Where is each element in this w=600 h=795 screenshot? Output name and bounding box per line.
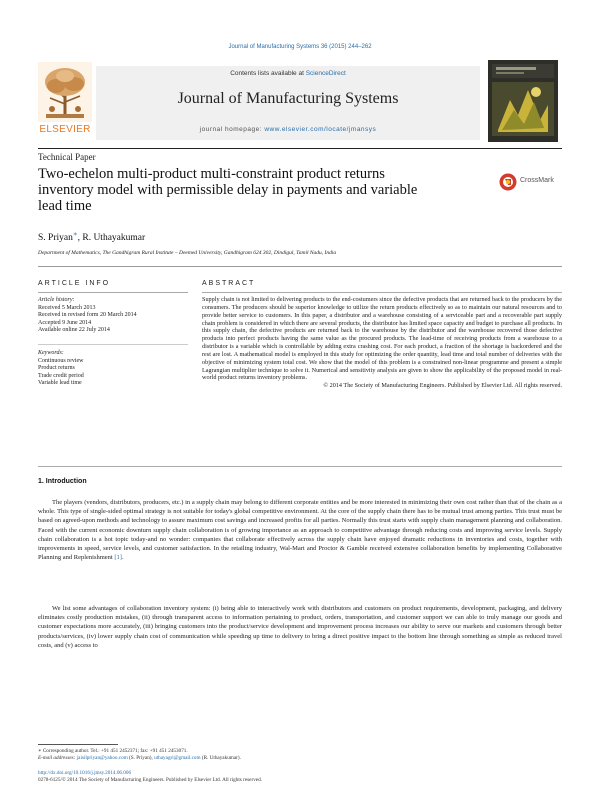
section-divider <box>38 466 562 467</box>
author-name: S. Priyan <box>38 233 73 244</box>
history-label: Article history: <box>38 297 75 303</box>
email-link[interactable]: jaisilpriyan@yahoo.com <box>76 755 128 761</box>
history-item: Received 5 March 2013 <box>38 304 96 311</box>
article-info-heading: ARTICLE INFO <box>38 280 111 287</box>
email-footnote <box>38 755 562 762</box>
contents-prefix: Contents lists available at <box>230 70 306 77</box>
keywords-rule <box>38 344 188 345</box>
article-history <box>38 297 188 335</box>
keyword-item: Continuous review <box>38 357 84 364</box>
keyword-item: Variable lead time <box>38 380 82 387</box>
keyword-item: Product returns <box>38 365 75 372</box>
crossmark-badge[interactable] <box>499 172 561 192</box>
intro-paragraph <box>38 498 562 562</box>
abstract-copyright: © 2014 The Society of Manufacturing Engineers. Published by Elsevier Ltd. All rights reserved. <box>323 382 562 390</box>
article-info-rule <box>38 292 188 293</box>
corresponding-author-mark[interactable]: ∗ <box>72 230 78 238</box>
crossmark-label: CrossMark <box>520 177 554 184</box>
homepage-url-link[interactable]: www.elsevier.com/locate/jmansys <box>264 126 377 133</box>
author-list <box>38 230 145 243</box>
homepage-prefix: journal homepage: <box>199 126 265 133</box>
section-divider <box>38 266 562 267</box>
history-item: Received in revised form 20 March 2014 <box>38 312 137 319</box>
journal-citation-link[interactable]: Journal of Manufacturing Systems 36 (2015) 244–262 <box>228 44 372 50</box>
intro-paragraph: We list some advantages of collaboration inventory system: (i) being able to interactively work with distributors and customers on product requirements, development, packaging, and delivery eliminates costly production mistakes, (ii) through transparent access to information pertaining to product, orders, transportation, and customer support we can able to truly manage our goods and customer expectations more accurately, (iii) bringing customers into the product/service development and improvement process increases our ability to serve our markets and customers through better products/services, (iv) lower supply chain cost of communication while speeding up time to delivery to bring a direct positive impact to the bottom line through something as simple as reduced travel costs, and (v) access to <box>38 605 562 649</box>
abstract-text: Supply chain is not limited to delivering products to the end-costumers since the defective products that are returned back to the producers by the consumers. The producers should be superior knowledge to utilize the return products effectively so as to maintain our natural resources and to provide better service to customers. In this paper, a distributor and a warehouse consisting of a serviceable part and a recoverable part supply chain problem is considered in which there are several products, the distributor has limited space capacity and budget to purchase all products. In this supply chain, the defective products are returned back to the warehouse by the distributor and the warehouse recovered those defective products into perfect products having the same value as the procured products. The lead-time of receiving products from a warehouse to a distributor is a variable which is controllable by adding extra crashing cost. For each product, a fraction of the shortage is backordered and the rest are lost. A mathematical model is employed in this study for optimizing the order quantity, lead time and total number of deliveries with the objective of minimizing system total cost. We show that the model of this problem is a constrained non-linear programme and present a simple Lagrangian multiplier technique to solve it. Numerical and sensitivity analysis are given to show the applicability of the proposed model in real-world product returns inventory problems. <box>202 296 562 382</box>
keywords-label: Keywords: <box>38 350 64 356</box>
paragraph-end: . <box>121 554 124 562</box>
email-owner: (S. Priyan), <box>127 755 155 761</box>
journal-homepage-line <box>96 126 480 133</box>
keyword-item: Trade credit period <box>38 372 84 379</box>
paper-title: Two-echelon multi-product multi-constraint product returns inventory model with permissible delay in payments and variable lead time <box>38 166 418 214</box>
doi-link[interactable]: http://dx.doi.org/10.1016/j.jmsy.2014.06.006 <box>38 770 132 776</box>
introduction-heading: 1. Introduction <box>38 478 87 485</box>
abstract-body <box>202 296 562 390</box>
corresponding-author-footnote: ∗ Corresponding author. Tel.: +91 451 2452371; fax: +91 451 2453071. <box>38 748 188 754</box>
email-owner: (R. Uthayakumar). <box>200 755 241 761</box>
history-item: Available online 22 July 2014 <box>38 327 110 334</box>
citation-link[interactable]: [1] <box>114 554 122 562</box>
abstract-rule <box>202 292 562 293</box>
history-item: Accepted 9 June 2014 <box>38 319 92 326</box>
journal-cover-image <box>488 60 558 142</box>
issn-copyright: 0278-6125/© 2014 The Society of Manufacturing Engineers. Published by Elsevier Ltd. All rights reserved. <box>38 777 262 783</box>
sciencedirect-link[interactable]: ScienceDirect <box>305 70 346 77</box>
footnote-rule <box>38 744 118 745</box>
email-label: E-mail addresses: <box>38 755 77 761</box>
author-name: R. Uthayakumar <box>82 233 146 244</box>
email-link[interactable]: uthayagri@gmail.com <box>154 755 201 761</box>
abstract-heading: ABSTRACT <box>202 280 256 287</box>
author-separator: , <box>77 233 83 244</box>
author-affiliation: Department of Mathematics, The Gandhigram Rural Institute – Deemed University, Gandhigram 624 302, Dindigul, Tamil Nadu, India <box>38 250 337 256</box>
intro-paragraph-text: The players (vendors, distributors, producers, etc.) in a supply chain may belong to different corporate entities and be more interested in minimizing their own cost rather than that of the chain as a whole. This type of single-sided optimal strategy is not suitable for today's global competitive environment. At the core of the supply chain there has to be mutual trust among parties. This trust must be based on agreed-upon methods and technology to assure maximum cost savings and increased profits for all parties. Normally this trust starts with supply chain management planning and collaboration. Faced with the current economic downturn supply chain collaboration is of growing importance as an approach to competitive advantage through reducing costs and improving service levels. Supply chain collaboration is a hot topic today-and no wonder: companies that collaborate effectively across the supply chain have enjoyed dramatic reductions in inventories and costs, together with improvements in speed, service levels, and customer satisfaction. In the retailing industry, Wal-Mart and Proctor & Gamble received extensive collaboration benefits by implementing Collaborative Planning and Replenishment <box>38 499 562 562</box>
contents-line <box>96 70 480 77</box>
journal-name: Journal of Manufacturing Systems <box>177 90 399 107</box>
elsevier-wordmark: ELSEVIER <box>39 124 91 135</box>
paper-type: Technical Paper <box>38 152 96 162</box>
header-rule <box>38 148 562 149</box>
keywords-block <box>38 350 188 388</box>
